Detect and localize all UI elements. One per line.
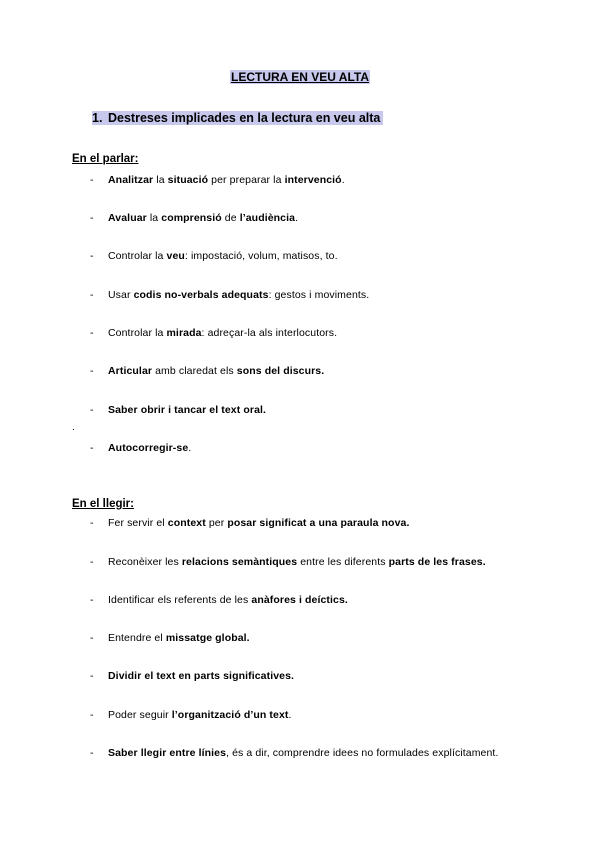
bold-text: anàfores i deíctics. <box>251 594 348 606</box>
bold-text: Saber llegir entre línies <box>108 747 227 759</box>
bold-text: intervenció <box>284 174 342 186</box>
bullet-dash: - <box>90 632 94 644</box>
bold-text: veu <box>166 250 185 262</box>
text: . <box>288 709 292 721</box>
text: Poder seguir <box>108 709 172 721</box>
bold-text: posar significat a una paraula nova. <box>227 517 410 529</box>
bullet-dash: - <box>90 517 94 529</box>
text: Identificar els referents de les <box>108 594 252 606</box>
stray-mark: . <box>72 422 75 433</box>
bold-text: missatge global. <box>165 632 250 644</box>
list-item <box>90 709 292 721</box>
text: . <box>295 212 299 224</box>
text: Entendre el <box>108 632 166 644</box>
bullet-dash: - <box>90 442 94 454</box>
text: Controlar la <box>108 250 167 262</box>
bold-text: Dividir el text en parts significatives. <box>108 670 295 682</box>
bold-text: Analitzar <box>108 174 154 186</box>
list-item <box>90 289 369 301</box>
section-heading-text: Destreses implicades en la lectura en veu alta <box>108 111 381 125</box>
list-item <box>90 747 498 759</box>
subsection-label-llegir: En el llegir: <box>72 498 134 510</box>
bold-text: mirada <box>166 327 202 339</box>
text: . <box>341 174 345 186</box>
text: de <box>221 212 240 224</box>
text: per preparar la <box>208 174 285 186</box>
bold-text: relacions semàntiques <box>181 556 298 568</box>
list-item <box>90 174 345 186</box>
text: la <box>153 174 168 186</box>
bullet-dash: - <box>90 404 94 416</box>
bullet-dash: - <box>90 250 94 262</box>
list-item <box>90 327 337 339</box>
bold-text: Autocorregir-se <box>108 442 189 454</box>
text: la <box>146 212 162 224</box>
bullet-dash: - <box>90 709 94 721</box>
section-number: 1. <box>92 111 103 125</box>
list-item <box>90 517 409 529</box>
text: Reconèixer les <box>108 556 182 568</box>
text: : gestos i moviments. <box>268 289 370 301</box>
bold-text: Avaluar <box>108 212 147 224</box>
bold-text: l’audiència <box>239 212 296 224</box>
bullet-dash: - <box>90 747 94 759</box>
bullet-dash: - <box>90 212 94 224</box>
list-item <box>90 250 338 262</box>
list-item <box>90 212 298 224</box>
list-item <box>90 556 486 568</box>
text: per <box>205 517 228 529</box>
text: amb claredat els <box>152 365 237 377</box>
bold-text: comprensió <box>161 212 222 224</box>
bold-text: Saber obrir i tancar el text oral. <box>108 404 267 416</box>
text: Controlar la <box>108 327 167 339</box>
text: entre les diferents <box>297 556 389 568</box>
text: : impostació, volum, matisos, to. <box>184 250 338 262</box>
text: . <box>188 442 192 454</box>
bullet-dash: - <box>90 289 94 301</box>
list-item <box>90 442 191 454</box>
bullet-dash: - <box>90 365 94 377</box>
text: , és a dir, comprendre idees no formulades explícitament. <box>226 747 499 759</box>
list-item <box>90 365 324 377</box>
text: Fer servir el <box>108 517 168 529</box>
document-title: LECTURA EN VEU ALTA <box>231 70 369 84</box>
bullet-dash: - <box>90 327 94 339</box>
bullet-dash: - <box>90 556 94 568</box>
text: Usar <box>108 289 134 301</box>
bold-text: l’organització d’un text <box>171 709 289 721</box>
list-item <box>90 632 250 644</box>
bullet-dash: - <box>90 174 94 186</box>
section-heading <box>92 111 383 125</box>
bullet-dash: - <box>90 670 94 682</box>
text: : adreçar-la als interlocutors. <box>201 327 338 339</box>
bold-text: Articular <box>108 365 153 377</box>
list-item <box>90 404 266 416</box>
list-item <box>90 594 348 606</box>
bold-text: parts de les frases. <box>388 556 486 568</box>
bullet-dash: - <box>90 594 94 606</box>
bold-text: context <box>167 517 206 529</box>
list-item <box>90 670 294 682</box>
bold-text: sons del discurs. <box>236 365 325 377</box>
subsection-label-parlar: En el parlar: <box>72 153 139 165</box>
bold-text: codis no-verbals adequats <box>133 289 269 301</box>
bold-text: situació <box>167 174 209 186</box>
